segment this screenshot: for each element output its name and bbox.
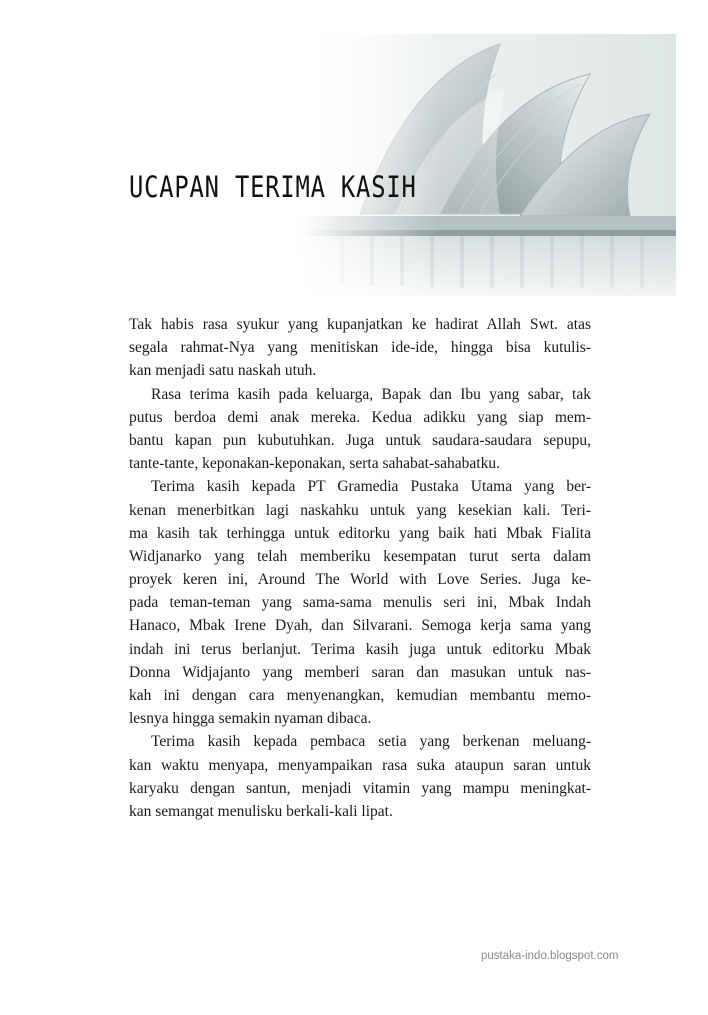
text-line: ma kasih tak terhingga untuk editorku yang baik hati Mbak Fialita: [129, 524, 591, 542]
paragraph: [129, 313, 591, 383]
page-title: UCAPAN TERIMA KASIH: [129, 170, 417, 204]
text-line: karyaku dengan santun, menjadi vitamin yang mampu meningkat-: [129, 779, 591, 797]
opera-house-illustration: [300, 34, 676, 296]
text-line: Terima kasih kepada pembaca setia yang berkenan meluang-: [151, 733, 591, 751]
text-line: kah ini dengan cara menyenangkan, kemudian membantu memo-: [129, 687, 591, 704]
text-line: kenan menerbitkan lagi naskahku untuk yang kesekian kali. Teri-: [129, 501, 591, 519]
text-line: segala rahmat-Nya yang menitiskan ide-ide, hingga bisa kutulis-: [129, 339, 591, 357]
text-line: putus berdoa demi anak mereka. Kedua adikku yang siap mem-: [129, 408, 591, 426]
text-line: Donna Widjajanto yang memberi saran dan masukan untuk nas-: [129, 663, 591, 681]
text-line: Tak habis rasa syukur yang kupanjatkan ke hadirat Allah Swt. atas: [129, 316, 591, 333]
text-line: lesnya hingga semakin nyaman dibaca.: [129, 710, 372, 728]
paragraph: [129, 730, 591, 823]
text-line: Hanaco, Mbak Irene Dyah, dan Silvarani. Semoga kerja sama yang: [129, 617, 591, 635]
text-line: kan semangat menulisku berkali-kali lipat.: [129, 802, 393, 820]
text-line: kan menjadi satu naskah utuh.: [129, 362, 317, 380]
paragraph: [129, 383, 591, 476]
text-line: kan waktu menyapa, menyampaikan rasa suka ataupun saran untuk: [129, 756, 591, 774]
text-line: pada teman-teman yang sama-sama menulis seri ini, Mbak Indah: [129, 594, 591, 612]
body-text: [129, 313, 591, 823]
text-line: Rasa terima kasih pada keluarga, Bapak dan Ibu yang sabar, tak: [151, 385, 591, 403]
text-line: Widjanarko yang telah memberiku kesempatan turut serta dalam: [129, 547, 591, 565]
text-line: proyek keren ini, Around The World with Love Series. Juga ke-: [129, 571, 591, 589]
text-line: bantu kapan pun kubutuhkan. Juga untuk saudara-saudara sepupu,: [129, 431, 591, 449]
footer-url: pustaka-indo.blogspot.com: [481, 950, 619, 962]
text-line: tante-tante, keponakan-keponakan, serta sahabat-sahabatku.: [129, 455, 500, 473]
text-line: indah ini terus berlanjut. Terima kasih juga untuk editorku Mbak: [129, 640, 591, 658]
text-line: Terima kasih kepada PT Gramedia Pustaka Utama yang ber-: [151, 478, 591, 496]
paragraph: [129, 475, 591, 730]
